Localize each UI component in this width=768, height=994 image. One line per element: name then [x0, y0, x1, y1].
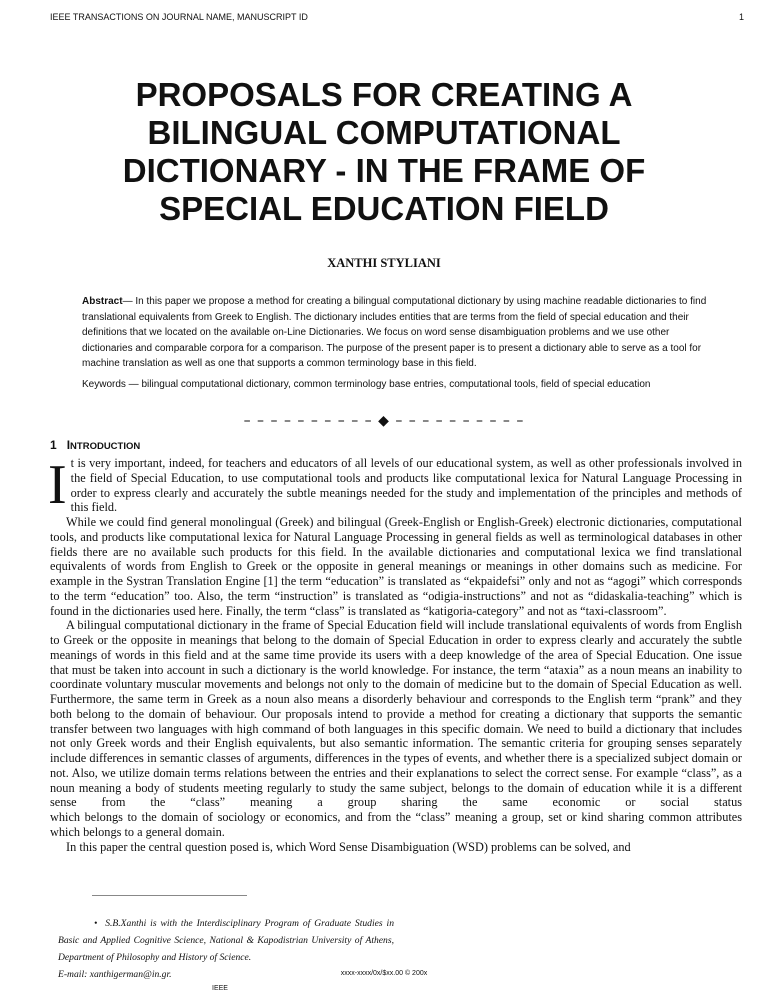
footnote-email: E-mail: xanthigerman@in.gr.: [58, 969, 172, 980]
body-text: [50, 456, 742, 854]
abstract-text: — In this paper we propose a method for creating a bilingual computational dictionary by using machine readable dictionaries to find translational equivalents from Greek to English. The dictionary includes entities that are terms from the field of special education and their definitions that we located on the available on-Line Dictionaries. We focus on word sense disambiguation problems and we use other dictionaries and comparable corpora for a comparison. The purpose of the present paper is to present a dictionary able to serve as a tool for machine translation as well as one that supports a common terminology base in this field.: [82, 296, 707, 370]
section-title-rest: NTRODUCTION: [70, 441, 141, 452]
footer: IEEE: [212, 985, 228, 992]
title-line: PROPOSALS FOR CREATING A: [135, 76, 633, 113]
section-heading: [50, 438, 140, 452]
paragraph-continued: which belongs to the domain of sociology or economics, and from the “class” meaning a group, set or kind sharing common attributes which belongs to a general domain.: [50, 810, 742, 839]
section-title-initial: I: [66, 438, 71, 452]
title-line: BILINGUAL COMPUTATIONAL: [147, 114, 621, 151]
paragraph: [50, 456, 742, 515]
paragraph: A bilingual computational dictionary in the frame of Special Education field will include translational equivalents of words from English to Greek or the opposite in meanings that belong to the domain of Special Education in order to express clearly and accurately the subtle meanings of words in this field and at the same time provide its users with a deep knowledge of the area of Special Education. One issue that must be taken into account in such a dictionary is the world knowledge. For instance, the term “ataxia” as a noun means an inability to coordinate voluntary muscular movements and belongs not only to the domain of medicine but to the domain of Special Education as well. Furthermore, the same term in Greek as a noun also means a disorderly behaviour and corresponds to the English term “prank” and they both belong to the domain of behaviour. Our proposals intend to provide a method for creating a dictionary that supports the semantic transfer between two languages with high command of both languages in this specific domain. We need to build a dictionary that includes not only Greek words and their English equivalents, but also semantic information. The semantic criteria for grouping senses separately include differences in semantic classes of arguments, differences in the types of events, and whether there is a specialized subject domain or not. Also, we utilize domain terms relations between the entries and their explanations to select the correct sense. For example “class”, as a noun meaning a body of students meeting regularly to study the same subject, belongs to the domain of education while it is a different sense from the “class” meaning a group sharing the same economic or social status: [50, 618, 742, 810]
running-head: IEEE TRANSACTIONS ON JOURNAL NAME, MANUSCRIPT ID: [50, 12, 308, 22]
title-line: DICTIONARY - IN THE FRAME OF: [122, 152, 646, 189]
paper-title: [0, 76, 768, 228]
footnote-bullet: •: [94, 918, 98, 929]
abstract: [82, 294, 722, 372]
paragraph: In this paper the central question posed is, which Word Sense Disambiguation (WSD) problems can be solved, and: [66, 839, 631, 854]
section-number: 1: [50, 438, 57, 452]
page-number: 1: [738, 12, 744, 22]
footnote-text: Studies in Basic and Applied Cognitive Science, National & Kapodistrian University of Athens, Department of Philosophy and History of Science.: [58, 918, 395, 963]
copyright: xxxx-xxxx/0x/$xx.00 © 200x: [340, 970, 428, 977]
paragraph-text: t is very important, indeed, for teachers and educators of all levels of our educational system, as well as other professionals involved in the field of Special Education, to use computational tools and products like computational lexica for Natural Language Processing in order to express clearly and accurately the subtle meanings needed for the study and implementation of the principles and methods of this field.: [70, 456, 742, 515]
paragraph: While we could find general monolingual (Greek) and bilingual (Greek-English or English-Greek) electronic dictionaries, computational tools, and products like computational lexica for Natural Language Processing in general fields as well as terminological databases in other fields there are no available such products for this field. In the available dictionaries and computational lexica we find translational equivalents of words from English to Greek or the opposite in general meanings or meanings in other domains such as medicine. For example in the Systran Translation Engine [1] the term “education” is translated as “ekpaidefsi” only and not as “agogi” which corresponds to the term “education” too. Also, the term “instruction” is translated as “odigia-instructions” and not as “didaskalia-teaching” which is found in the dictionaries used here. Finally, the term “class” is translated as “katigoria-category” and not as “taxi-classroom”.: [50, 515, 742, 618]
title-line: SPECIAL EDUCATION FIELD: [159, 190, 609, 227]
footnote-rule: [92, 895, 247, 896]
section-divider: – – – – – – – – – – ◆ – – – – – – – – – –: [243, 413, 525, 429]
author: XANTHI STYLIANI: [327, 256, 441, 270]
footnote-text: S.B.Xanthi is with the Interdisciplinary Program of Graduate: [105, 918, 351, 929]
abstract-label: Abstract: [82, 296, 123, 307]
keywords: Keywords — bilingual computational dictionary, common terminology base entries, computational tools, field of special education: [82, 379, 651, 390]
drop-cap: I: [48, 454, 67, 516]
